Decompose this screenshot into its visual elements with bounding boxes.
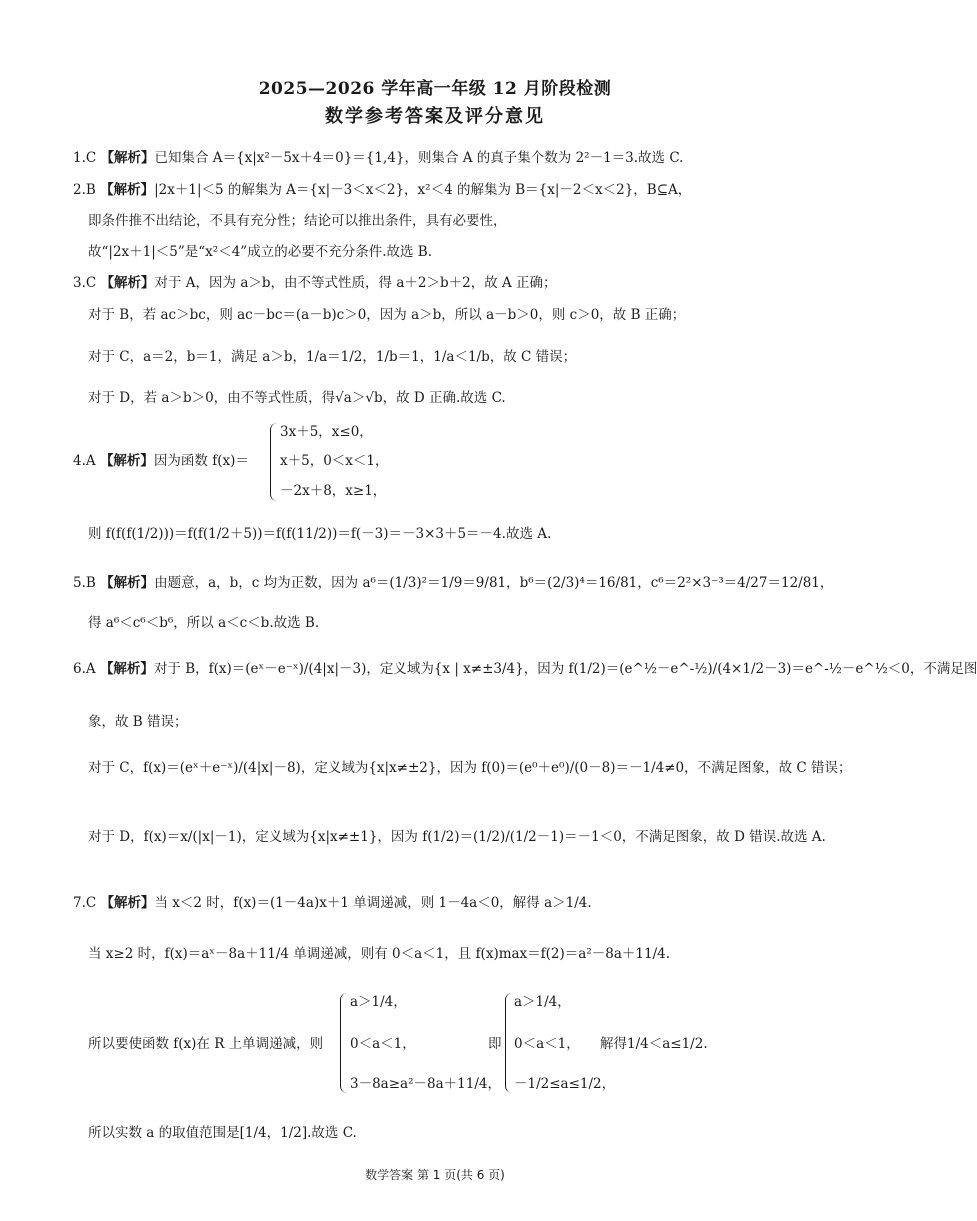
piecewise-brace bbox=[270, 423, 277, 501]
answer-line: 对于 D，若 a＞b＞0，由不等式性质，得√a＞√b，故 D 正确.故选 C. bbox=[88, 390, 506, 406]
piecewise-case: 3x＋5，x≤0， bbox=[280, 424, 373, 440]
question-number: 1.C bbox=[73, 150, 97, 166]
system-condition: a＞1/4， bbox=[514, 994, 571, 1010]
answer-text: 对于 A，因为 a＞b，由不等式性质，得 a＋2＞b＋2，故 A 正确； bbox=[154, 275, 557, 291]
answer-line: 对于 C，f(x)＝(eˣ＋e⁻ˣ)/(4|x|－8)，定义域为{x|x≠±2}，因为 f(0)＝(e⁰＋e⁰)/(0－8)＝－1/4≠0，不满足图象，故 C 错误； bbox=[88, 760, 852, 776]
answer-line: 即条件推不出结论，不具有充分性；结论可以推出条件，具有必要性， bbox=[88, 213, 507, 229]
system-prefix: 即 bbox=[488, 1036, 502, 1052]
answer-line: 故“|2x＋1|＜5”是“x²＜4”成立的必要不充分条件.故选 B. bbox=[88, 244, 432, 260]
answer-text: 当 x＜2 时，f(x)＝(1－4a)x＋1 单调递减，则 1－4a＜0，解得 a＞1/4. bbox=[154, 895, 592, 911]
answer-text: 因为函数 f(x)＝ bbox=[153, 453, 249, 469]
answer-subtitle: 数学参考答案及评分意见 bbox=[325, 106, 545, 127]
question-number: 7.C bbox=[73, 895, 97, 911]
answer-line: 对于 D，f(x)＝x/(|x|－1)，定义域为{x|x≠±1}，因为 f(1/2)＝(1/2)/(1/2－1)＝－1＜0，不满足图象，故 D 错误.故选 A. bbox=[88, 829, 826, 845]
system-result: 解得1/4＜a≤1/2. bbox=[600, 1036, 708, 1052]
question-number: 2.B bbox=[73, 182, 96, 198]
analysis-tag: 【解析】 bbox=[99, 661, 154, 677]
answer-line bbox=[73, 452, 249, 470]
answer-text: 对于 B，f(x)＝(eˣ－e⁻ˣ)/(4|x|－3)，定义域为{x | x≠±3/4}，因为 f(1/2)＝(e^½－e^-½)/(4×1/2－3)＝e^-½－e^½＜0，不满足图 bbox=[153, 661, 977, 677]
question-number: 4.A bbox=[73, 453, 96, 469]
page-footer: 数学答案 第 1 页(共 6 页) bbox=[365, 1168, 505, 1182]
question-number: 6.A bbox=[73, 661, 96, 677]
answer-line: 对于 B，若 ac＞bc，则 ac－bc＝(a－b)c＞0，因为 a＞b，所以 a－b＞0，则 c＞0，故 B 正确； bbox=[88, 307, 686, 323]
analysis-tag: 【解析】 bbox=[100, 275, 155, 291]
analysis-tag: 【解析】 bbox=[100, 895, 155, 911]
answer-line bbox=[73, 660, 977, 678]
exam-title: 2025—2026 学年高一年级 12 月阶段检测 bbox=[258, 79, 612, 99]
system-condition: 0＜a＜1， bbox=[350, 1036, 416, 1052]
system-brace bbox=[340, 993, 347, 1093]
piecewise-case: x＋5，0＜x＜1， bbox=[280, 453, 389, 469]
piecewise-case: －2x＋8，x≥1， bbox=[280, 483, 387, 499]
system-condition: 3－8a≥a²－8a＋11/4， bbox=[350, 1076, 501, 1092]
system-condition: 0＜a＜1， bbox=[514, 1036, 580, 1052]
system-condition: a＞1/4， bbox=[350, 994, 407, 1010]
answer-line bbox=[73, 149, 683, 167]
answer-line bbox=[73, 574, 833, 592]
answer-line: 象，故 B 错误； bbox=[88, 714, 188, 730]
system-condition: －1/2≤a≤1/2， bbox=[514, 1076, 616, 1092]
question-number: 5.B bbox=[73, 575, 96, 591]
analysis-tag: 【解析】 bbox=[100, 575, 155, 591]
answer-line: 对于 C，a＝2，b＝1，满足 a＞b，1/a＝1/2，1/b＝1，1/a＜1/b，故 C 错误； bbox=[88, 349, 577, 365]
analysis-tag: 【解析】 bbox=[100, 150, 155, 166]
answer-line: 所以要使函数 f(x)在 R 上单调递减，则 bbox=[88, 1036, 324, 1052]
answer-line bbox=[73, 274, 557, 292]
answer-line: 则 f(f(f(1/2)))＝f(f(1/2＋5))＝f(f(11/2))＝f(－3)＝－3×3＋5＝－4.故选 A. bbox=[88, 526, 552, 542]
system-brace bbox=[505, 993, 512, 1093]
answer-line: 所以实数 a 的取值范围是[1/4，1/2].故选 C. bbox=[88, 1125, 357, 1141]
answer-text: 已知集合 A＝{x|x²－5x＋4＝0}＝{1,4}，则集合 A 的真子集个数为 2²－1＝3.故选 C. bbox=[154, 150, 684, 166]
answer-line: 当 x≥2 时，f(x)＝aˣ－8a＋11/4 单调递减，则有 0＜a＜1，且 f(x)max＝f(2)＝a²－8a＋11/4. bbox=[88, 946, 670, 962]
analysis-tag: 【解析】 bbox=[99, 453, 154, 469]
answer-line bbox=[73, 181, 691, 199]
answer-text: |2x＋1|＜5 的解集为 A＝{x|－3＜x＜2}，x²＜4 的解集为 B＝{x|－2＜x＜2}，B⊆A， bbox=[154, 182, 692, 198]
analysis-tag: 【解析】 bbox=[100, 182, 155, 198]
question-number: 3.C bbox=[73, 275, 97, 291]
answer-line: 得 a⁶＜c⁶＜b⁶，所以 a＜c＜b.故选 B. bbox=[88, 615, 320, 631]
answer-line bbox=[73, 894, 592, 912]
answer-text: 由题意，a，b，c 均为正数，因为 a⁶＝(1/3)²＝1/9＝9/81，b⁶＝(2/3)⁴＝16/81，c⁶＝2²×3⁻³＝4/27＝12/81， bbox=[154, 575, 834, 591]
